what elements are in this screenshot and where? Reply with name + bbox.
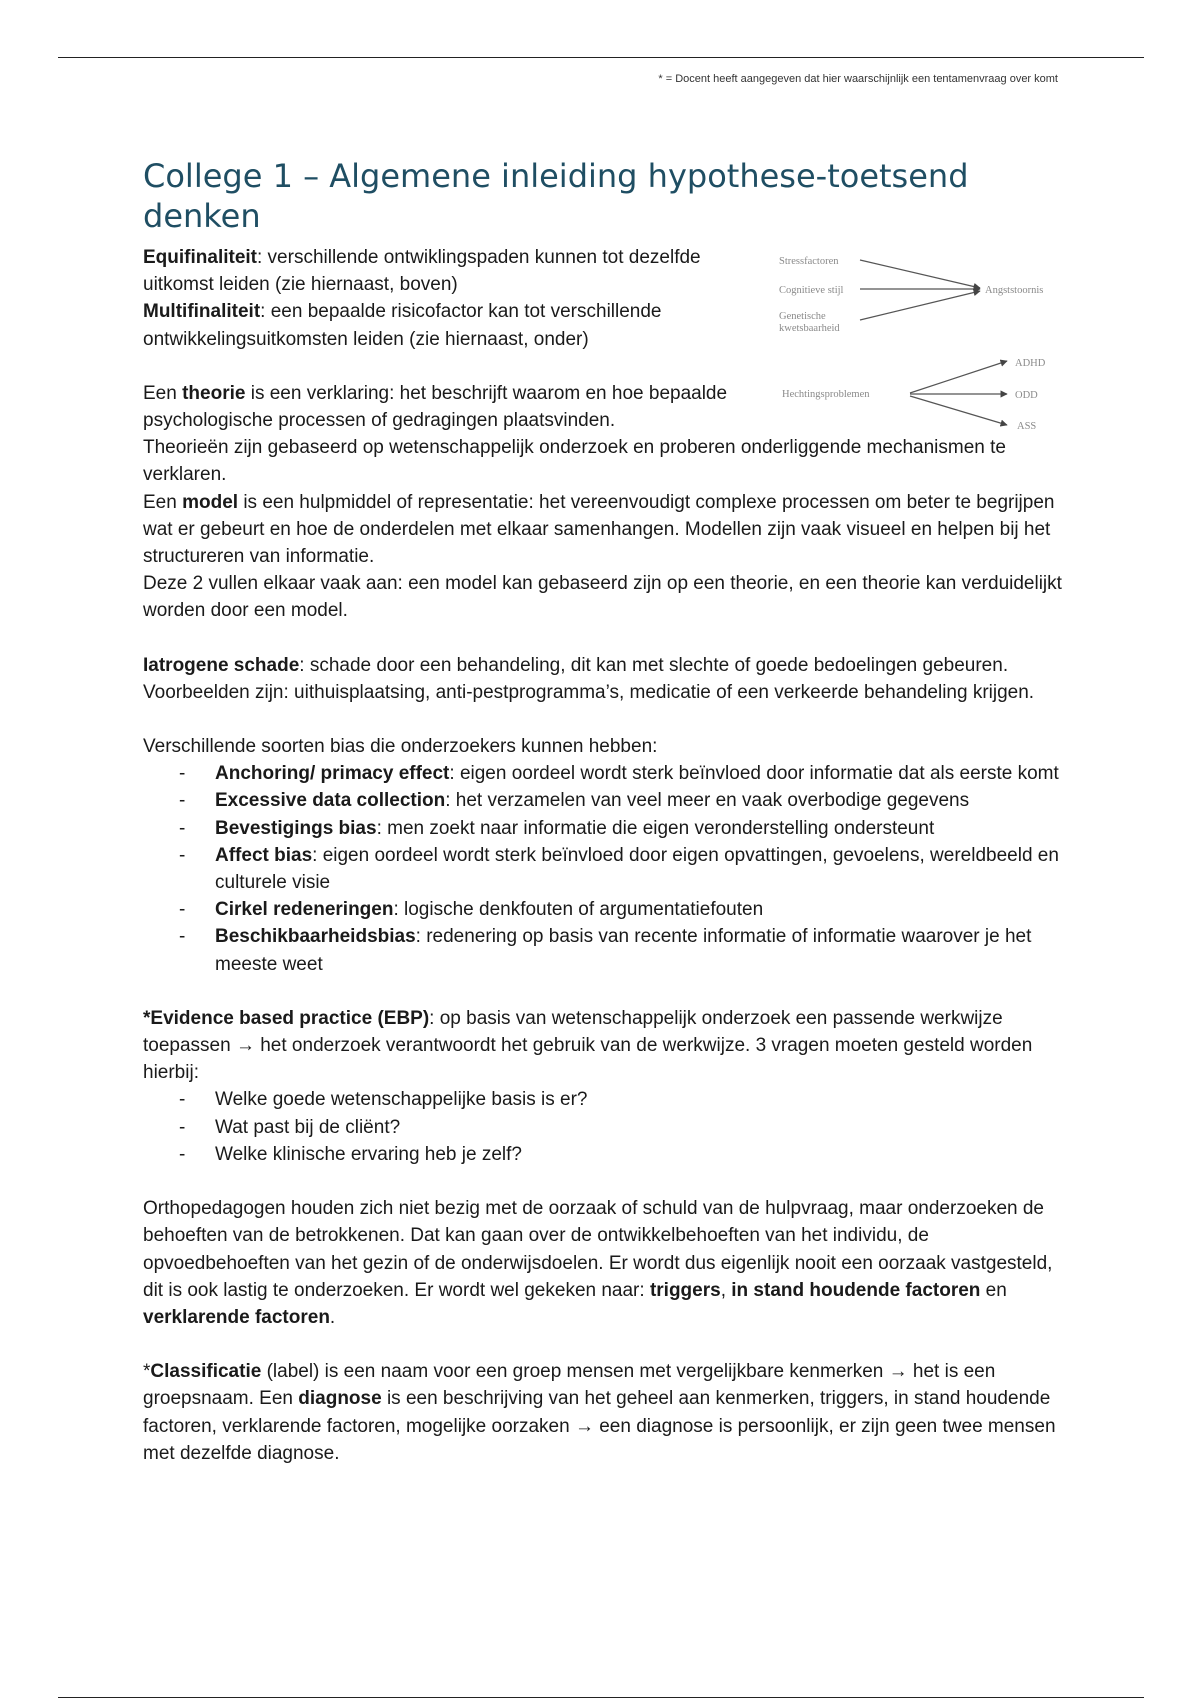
model-text-2: is een hulpmiddel of representatie: het vereenvoudigt complexe processen om beter te begrijpen wat er gebeurt en hoe de onderdelen met elkaar samenhangen. Modellen zijn vaak visueel en helpen bij het structureren van informatie. bbox=[143, 491, 1055, 568]
bias-text: : eigen oordeel wordt sterk beïnvloed door informatie dat als eerste komt bbox=[449, 763, 1059, 785]
header-note: * = Docent heeft aangegeven dat hier waarschijnlijk een tentamenvraag over komt bbox=[658, 73, 1058, 85]
ortho-term-triggers: triggers bbox=[649, 1279, 721, 1301]
ebp-paragraph bbox=[143, 1005, 1063, 1087]
diagnosis-term: diagnose bbox=[298, 1388, 382, 1410]
multifinality-text: : een bepaalde risicofactor kan tot verschillende ontwikkelingsuitkomsten leiden (zie hiernaast, onder) bbox=[143, 301, 662, 350]
bias-term: Bevestigings bias bbox=[215, 817, 377, 839]
header-rule bbox=[58, 57, 1144, 58]
bias-text: : men zoekt naar informatie die eigen veronderstelling ondersteunt bbox=[376, 817, 935, 839]
list-item bbox=[215, 896, 1063, 923]
classification-term: Classificatie bbox=[150, 1361, 262, 1383]
list-item bbox=[215, 815, 1063, 842]
multifinality-paragraph bbox=[143, 298, 768, 352]
bias-text: : eigen oordeel wordt sterk beïnvloed door eigen opvattingen, gevoelens, wereldbeeld en culturele visie bbox=[215, 844, 1059, 894]
equifinality-term: Equifinaliteit bbox=[143, 247, 257, 268]
classification-paragraph bbox=[143, 1358, 1063, 1467]
iatrogenic-text: : schade door een behandeling, dit kan met slechte of goede bedoelingen gebeuren. Voorbeelden zijn: uithuisplaatsing, anti-pestprogramma’s, medicatie of een verkeerde behandeling krijgen. bbox=[143, 654, 1035, 703]
theory-model-relation: Deze 2 vullen elkaar vaak aan: een model kan gebaseerd zijn op een theorie, en een theorie kan verduidelijkt worden door een model. bbox=[143, 573, 1062, 622]
bias-term: Anchoring/ primacy effect bbox=[215, 763, 450, 785]
model-term: model bbox=[182, 491, 239, 513]
model-text-1: Een bbox=[143, 491, 183, 513]
bias-list bbox=[143, 760, 1063, 978]
ortho-term-maintaining: in stand houdende factoren bbox=[731, 1279, 981, 1301]
theory-text-1: Een bbox=[143, 382, 183, 404]
ebp-text: : op basis van wetenschappelijk onderzoek een passende werkwijze toepassen → het onderzoek verantwoordt het gebruik van de werkwijze. 3 vragen moeten gesteld worden hierbij: bbox=[143, 1007, 1033, 1084]
diagram-target-adhd: ADHD bbox=[1015, 358, 1046, 369]
orthopedagogue-paragraph bbox=[143, 1195, 1063, 1331]
bias-term: Affect bias bbox=[215, 844, 313, 866]
classification-text-1: (label) is een naam voor een groep mensen met vergelijkbare kenmerken → het is een groepsnaam. Een bbox=[143, 1361, 996, 1410]
list-item bbox=[215, 842, 1063, 896]
bias-text: : het verzamelen van veel meer en vaak overbodige gegevens bbox=[445, 790, 970, 812]
bias-text: : redenering op basis van recente informatie of informatie waarover je het meeste weet bbox=[215, 926, 1032, 975]
ortho-sep-1: , bbox=[720, 1279, 732, 1301]
bias-term: Cirkel redeneringen bbox=[215, 899, 394, 921]
diagram-source-attachment: Hechtingsproblemen bbox=[782, 389, 870, 400]
list-item: - Welke goede wetenschappelijke basis is er? bbox=[215, 1086, 1063, 1113]
page-title: College 1 – Algemene inleiding hypothese-toetsend denken bbox=[143, 157, 969, 235]
list-item bbox=[215, 923, 1063, 977]
ortho-end: . bbox=[329, 1306, 336, 1328]
diagram-target-anxiety: Angststoornis bbox=[985, 285, 1044, 296]
diagram-target-odd: ODD bbox=[1015, 390, 1038, 401]
classification-text-2: is een beschrijving van het geheel aan kenmerken, triggers, in stand houdende factoren, verklarende factoren, mogelijke oorzaken → een diagnose is persoonlijk, er zijn geen twee mensen met dezelfde diagnose. bbox=[143, 1388, 1056, 1464]
ortho-text: Orthopedagogen houden zich niet bezig met de oorzaak of schuld van de hulpvraag, maar onderzoeken de behoeften van de betrokkenen. Dat kan gaan over de ontwikkelbehoeften van het individu, de opvoedbehoeften van het gezin of de onderwijsdoelen. Er wordt dus eigenlijk nooit een oorzaak vastgesteld, dit is ook lastig te onderzoeken. Er wordt wel gekeken naar: bbox=[143, 1198, 1053, 1301]
diagram-source-genetic-2: kwetsbaarheid bbox=[779, 323, 840, 334]
iatrogenic-paragraph bbox=[143, 652, 1063, 706]
diagram-source-cognitive: Cognitieve stijl bbox=[779, 285, 844, 296]
theory-text-2: is een verklaring: het beschrijft waarom en hoe bepaalde psychologische processen of gedragingen plaatsvinden. bbox=[143, 382, 728, 432]
footer-rule bbox=[58, 1697, 1144, 1698]
diagram-target-ass: ASS bbox=[1017, 421, 1037, 432]
document-body bbox=[143, 152, 1063, 1467]
ebp-term: *Evidence based practice (EBP) bbox=[143, 1007, 430, 1029]
ortho-sep-2: en bbox=[980, 1279, 1007, 1301]
iatrogenic-term: Iatrogene schade bbox=[143, 654, 300, 676]
list-item: - Welke klinische ervaring heb je zelf? bbox=[215, 1141, 1063, 1168]
list-item bbox=[215, 760, 1063, 787]
bias-term: Beschikbaarheidsbias bbox=[215, 926, 416, 948]
bias-term: Excessive data collection bbox=[215, 790, 446, 812]
classification-prefix: * bbox=[143, 1361, 151, 1383]
equifinality-paragraph bbox=[143, 244, 768, 298]
multifinality-term: Multifinaliteit bbox=[143, 301, 261, 323]
list-item bbox=[215, 787, 1063, 814]
list-item: - Wat past bij de cliënt? bbox=[215, 1114, 1063, 1141]
diagram-source-stress: Stressfactoren bbox=[779, 256, 839, 267]
equifinality-text: : verschillende ontwiklingspaden kunnen tot dezelfde uitkomst leiden (zie hiernaast, boven) bbox=[143, 247, 701, 296]
bias-intro: Verschillende soorten bias die onderzoekers kunnen hebben: bbox=[143, 736, 658, 758]
theory-term: theorie bbox=[182, 382, 246, 404]
ebp-questions bbox=[143, 1086, 1063, 1168]
theory-basis-paragraph: Theorieën zijn gebaseerd op wetenschappelijk onderzoek en proberen onderliggende mechanismen te verklaren. bbox=[143, 437, 1006, 486]
model-paragraph bbox=[143, 489, 1063, 571]
ortho-term-explaining: verklarende factoren bbox=[143, 1306, 330, 1328]
diagram-source-genetic-1: Genetische bbox=[779, 311, 826, 322]
theory-paragraph bbox=[143, 380, 768, 434]
bias-text: : logische denkfouten of argumentatiefouten bbox=[393, 899, 764, 921]
